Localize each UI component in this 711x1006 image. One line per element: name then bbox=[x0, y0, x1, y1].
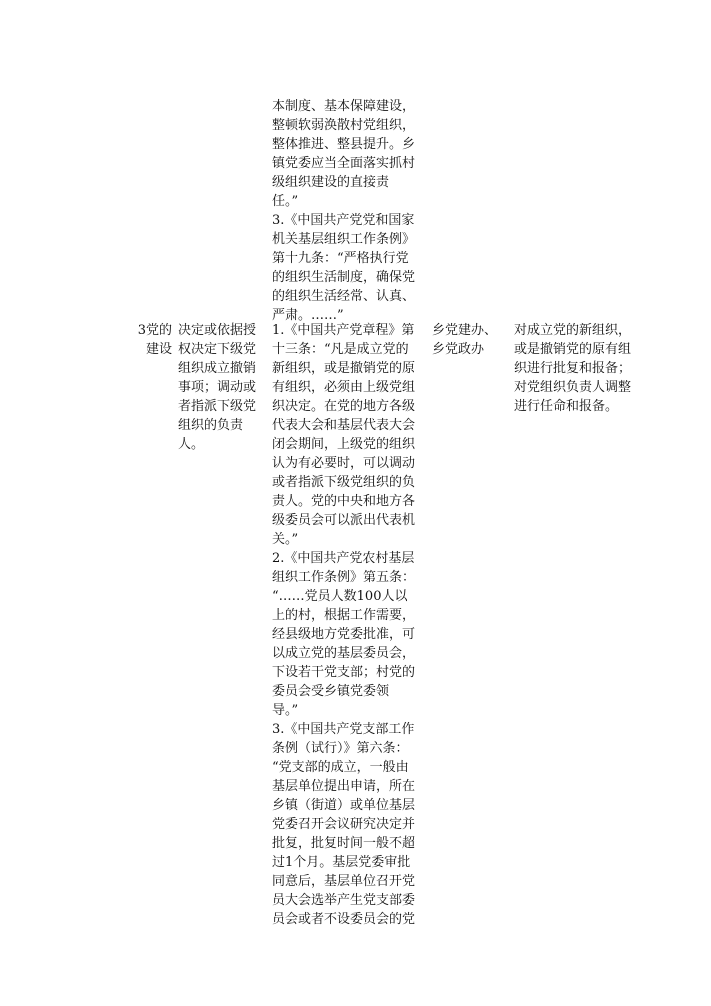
item-basis: 1.《中国共产党章程》第 十三条：“凡是成立党的 新组织，或是撤销党的原 有组织，必须由上级党组 织决定。在党的地方各级 代表大会和基层代表大会 闭会期间，上级党的组织 认为有必要时，可以调动 或者指派下级党组织的负 责人。党的中央和地方各 级委员会可以派出代表机 关。” 2.《中国共产党农村基层 组织工作条例》第五条： “……党员人数100人以 上的村，根据工作需要， 经县级地方党委批准，可 以成立党的基层委员会， 下设若干党支部；村党的 委员会受乡镇党委领 导。” 3.《中国共产党支部工作 条例（试行）》第六条： “党支部的成立，一般由 基层单位提出申请，所在 乡镇（街道）或单位基层 党委召开会议研究决定并 批复，批复时间一般不超 过1个月。基层党委审批 同意后，基层单位召开党 员大会选举产生党支部委 员会或者不设委员会的党 bbox=[272, 323, 416, 927]
continued-basis-text: 本制度、基本保障建设， 整顿软弱涣散村党组织， 整体推进、整县提升。乡 镇党委应当全面落实抓村 级组织建设的直接责 任。” 3.《中国共产党党和国家 机关基层组织工作条例》 第十九条：“严格执行党 的组织生活制度，确保党 的组织生活经常、认真、 严肃。……” bbox=[272, 99, 416, 323]
item-department: 乡党建办、 乡党政办 bbox=[432, 323, 498, 357]
item-number-category: 3党的 建设 bbox=[137, 323, 172, 357]
item-duty: 对成立党的新组织， 或是撤销党的原有组 织进行批复和报备； 对党组织负责人调整 进行任命和报备。 bbox=[514, 323, 632, 414]
item-content: 决定或依据授 权决定下级党 组织成立撤销 事项；调动或 者指派下级党 组织的负责 人。 bbox=[178, 323, 257, 452]
